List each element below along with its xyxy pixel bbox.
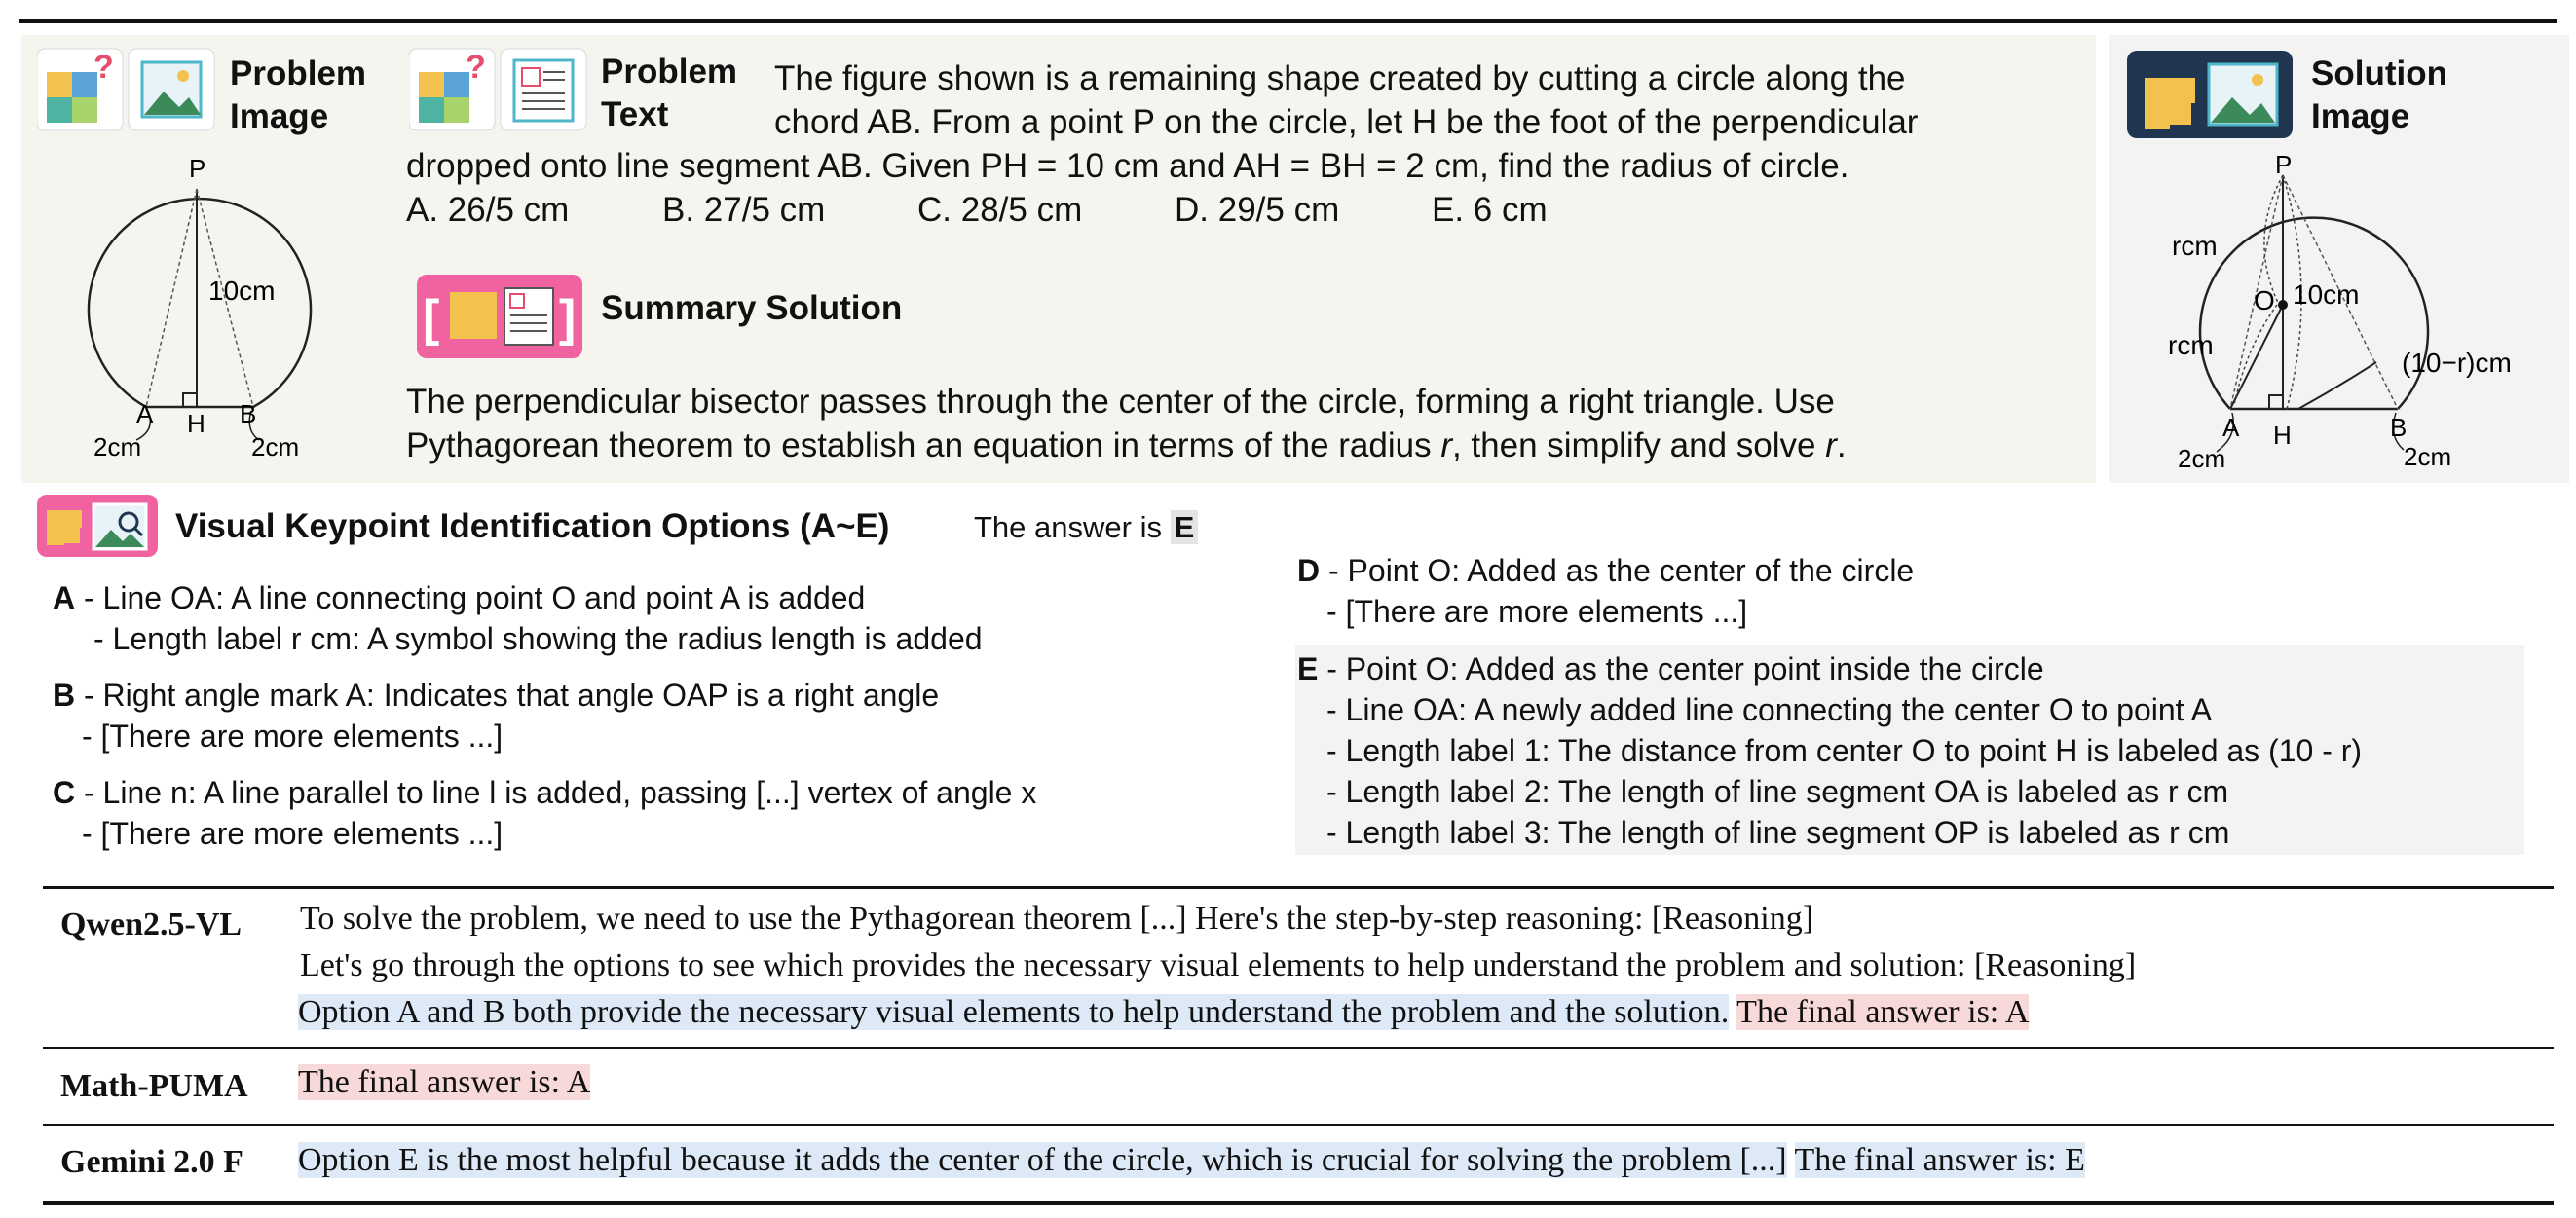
problem-text-heading: Problem Text bbox=[601, 53, 738, 133]
svg-text:[: [ bbox=[423, 290, 440, 347]
summary-line-2: Pythagorean theorem to establish an equation in terms of the radius r, then simplify and solve r. bbox=[406, 426, 1847, 464]
choice-d: D. 29/5 cm bbox=[1175, 191, 1340, 229]
problem-text-icon bbox=[409, 47, 588, 134]
qwen-line-1: To solve the problem, we need to use the Pythagorean theorem [...] Here's the step-by-step reasoning: [Reasoning] bbox=[300, 901, 1814, 937]
sol-label-10cm: 10cm bbox=[2293, 279, 2360, 310]
problem-text-line-1: The figure shown is a remaining shape created by cutting a circle along the bbox=[774, 59, 1906, 97]
model-name-gemini: Gemini 2.0 F bbox=[60, 1144, 243, 1180]
sol-label-2cm-right: 2cm bbox=[2404, 442, 2452, 471]
table-row-rule-2 bbox=[43, 1124, 2554, 1126]
visual-keypoint-heading: Visual Keypoint Identification Options (A~E) bbox=[175, 507, 890, 545]
summary-solution-icon bbox=[417, 275, 582, 358]
sol-label-rcm-top: rcm bbox=[2172, 231, 2218, 261]
sol-label-10-r: (10−r)cm bbox=[2402, 348, 2512, 378]
solution-image-icon bbox=[2127, 51, 2293, 138]
option-b-line-2: - [There are more elements ...] bbox=[82, 719, 504, 754]
problem-text-line-2: chord AB. From a point P on the circle, let H be the foot of the perpendicular bbox=[774, 103, 1919, 141]
answer-prefix: The answer is bbox=[974, 510, 1162, 544]
problem-image-heading: Problem Image bbox=[230, 55, 367, 135]
sol-label-b: B bbox=[2390, 413, 2408, 442]
label-a: A bbox=[136, 399, 154, 428]
math-puma-line bbox=[298, 1061, 590, 1104]
label-2cm-left: 2cm bbox=[93, 432, 142, 461]
option-e-line-4: - Length label 2: The length of line segment OA is labeled as r cm bbox=[1326, 774, 2229, 809]
sol-label-o: O bbox=[2254, 285, 2275, 315]
svg-text:]: ] bbox=[559, 290, 577, 347]
sol-label-2cm-left: 2cm bbox=[2178, 444, 2226, 473]
option-a-line-2: - Length label r cm: A symbol showing the radius length is added bbox=[93, 621, 983, 656]
qwen-red-highlight: The final answer is: A bbox=[1736, 994, 2030, 1030]
sol-label-p: P bbox=[2275, 154, 2293, 179]
summary-line-1: The perpendicular bisector passes through the center of the circle, forming a right triangle. Use bbox=[406, 383, 1835, 421]
visual-keypoint-icon bbox=[37, 495, 158, 557]
solution-figure bbox=[2152, 154, 2561, 475]
model-name-qwen: Qwen2.5-VL bbox=[60, 906, 243, 942]
table-top-rule bbox=[43, 886, 2554, 889]
sol-label-h: H bbox=[2273, 421, 2292, 450]
problem-text-line-3: dropped onto line segment AB. Given PH = 10 cm and AH = BH = 2 cm, find the radius of circle. bbox=[406, 147, 1849, 185]
option-e-line-1: E - Point O: Added as the center point inside the circle bbox=[1297, 651, 2044, 686]
table-row-rule-1 bbox=[43, 1047, 2554, 1049]
solution-image-heading: Solution Image bbox=[2311, 55, 2447, 135]
label-h: H bbox=[187, 409, 205, 438]
label-p: P bbox=[189, 154, 206, 183]
option-e-line-3: - Length label 1: The distance from center O to point H is labeled as (10 - r) bbox=[1326, 733, 2363, 768]
option-d-line-1: D - Point O: Added as the center of the circle bbox=[1297, 553, 1915, 588]
answer-value: E bbox=[1171, 510, 1199, 544]
option-b-line-1: B - Right angle mark A: Indicates that angle OAP is a right angle bbox=[53, 678, 940, 713]
problem-image-icon bbox=[37, 47, 216, 134]
sol-label-a: A bbox=[2222, 413, 2240, 442]
model-name-math-puma: Math-PUMA bbox=[60, 1068, 248, 1104]
qwen-line-2: Let's go through the options to see which provides the necessary visual elements to help understand the problem and solution: [Reasoning] bbox=[300, 947, 2137, 983]
gemini-line bbox=[298, 1139, 2085, 1182]
sol-label-rcm-left: rcm bbox=[2168, 330, 2214, 360]
option-e-line-2: - Line OA: A newly added line connecting the center O to point A bbox=[1326, 692, 2213, 727]
summary-solution-heading: Summary Solution bbox=[601, 289, 903, 327]
choice-e: E. 6 cm bbox=[1432, 191, 1548, 229]
answer-line bbox=[974, 508, 1198, 547]
choice-b: B. 27/5 cm bbox=[662, 191, 826, 229]
choice-c: C. 28/5 cm bbox=[917, 191, 1083, 229]
option-c-line-1: C - Line n: A line parallel to line l is added, passing [...] vertex of angle x bbox=[53, 775, 1037, 810]
choice-a: A. 26/5 cm bbox=[406, 191, 570, 229]
problem-figure bbox=[58, 146, 351, 467]
svg-text:?: ? bbox=[466, 49, 486, 86]
math-puma-red-highlight: The final answer is: A bbox=[298, 1064, 591, 1100]
label-10cm: 10cm bbox=[208, 276, 276, 306]
label-b: B bbox=[240, 399, 257, 428]
option-d-line-2: - [There are more elements ...] bbox=[1326, 594, 1748, 629]
gemini-blue-highlight-1: Option E is the most helpful because it adds the center of the circle, which is crucial for solving the problem [...] bbox=[298, 1142, 1787, 1178]
label-2cm-right: 2cm bbox=[251, 432, 300, 461]
svg-text:?: ? bbox=[93, 49, 114, 86]
option-a-line-1: A - Line OA: A line connecting point O and point A is added bbox=[53, 580, 866, 615]
qwen-line-3 bbox=[298, 991, 2029, 1034]
option-c-line-2: - [There are more elements ...] bbox=[82, 816, 504, 851]
qwen-blue-highlight: Option A and B both provide the necessary visual elements to help understand the problem and the solution. bbox=[298, 994, 1730, 1030]
option-e-line-5: - Length label 3: The length of line segment OP is labeled as r cm bbox=[1326, 815, 2230, 850]
table-bottom-rule bbox=[43, 1201, 2554, 1205]
top-rule bbox=[19, 19, 2557, 23]
gemini-blue-highlight-2: The final answer is: E bbox=[1794, 1142, 2085, 1178]
